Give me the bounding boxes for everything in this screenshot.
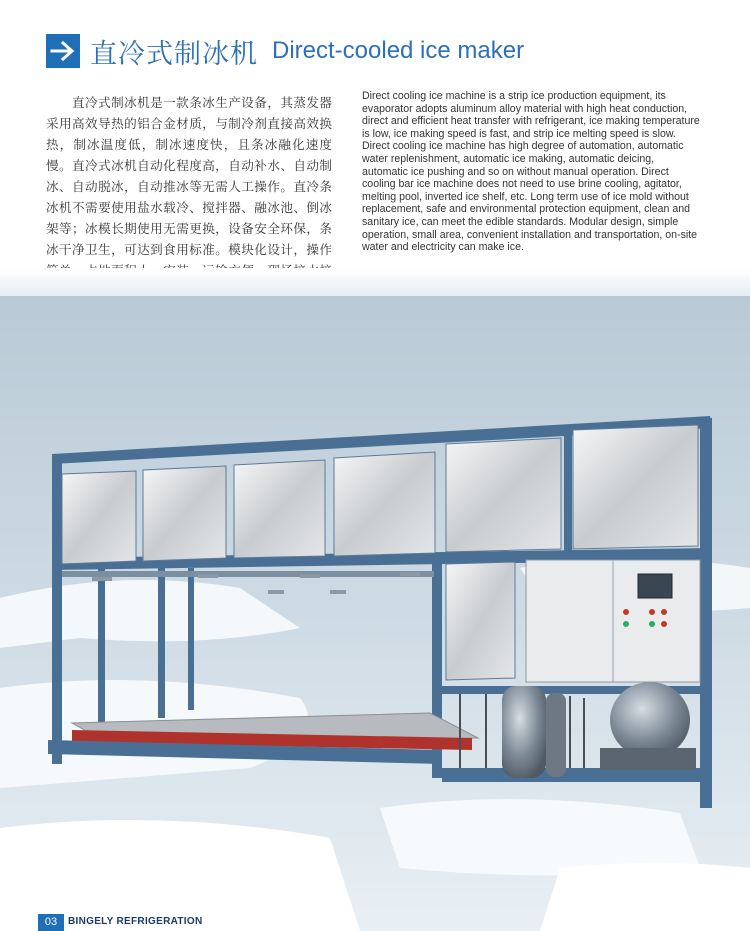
page-header: [46, 32, 524, 70]
description-chinese: 直冷式制冰机是一款条冰生产设备，其蒸发器采用高效导热的铝合金材质，与制冷剂直接高效换热，制冰温度低，制冰速度快，且条冰融化速度慢。直冷式冰机自动化程度高，自动补水、自动制冰、自动脱冰，自动推冰等无需人工操作。直冷条冰机不需要使用盐水载冷、搅拌器、融冰池、倒冰架等；冰模长期使用无需更换，设备安全环保，条冰干净卫生，可达到食用标准。模块化设计，操作: [46, 95, 332, 257]
title-chinese: 直冷式制冰机: [90, 38, 258, 70]
page-footer: [0, 914, 750, 931]
title-english: Direct-cooled ice maker: [272, 37, 525, 64]
arrow-right-icon: [46, 34, 80, 68]
page-number: 03: [38, 914, 64, 931]
brand-name: BINGELY REFRIGERATION: [68, 916, 203, 927]
description-english: Direct cooling ice machine is a strip ice production equipment, its evaporator adopts aluminum alloy material with high heat conduction, direct and efficient heat transfer with refrigerant, ice making temperature is low, ice making speed is fast, and strip ice melting speed is slow. Direct cooling ice machine has high degree of automation, automatic water replenishment, automatic ice making, automatic deicing, automatic ice pushing and so on without manual operation. Direct cooling bar ice machine does not need to use brine cooling, agitator, melting pool, inverted ice shelf, etc. Long term use of ice mold without replacement, safe and environmental protection equipment, clean and sanitary ice, can meet the edible standards. Modular design, simple operation, small area, convenient installation and transportation, on-site water and electricity can make ice.: [362, 90, 700, 254]
product-photo: [0, 268, 750, 931]
